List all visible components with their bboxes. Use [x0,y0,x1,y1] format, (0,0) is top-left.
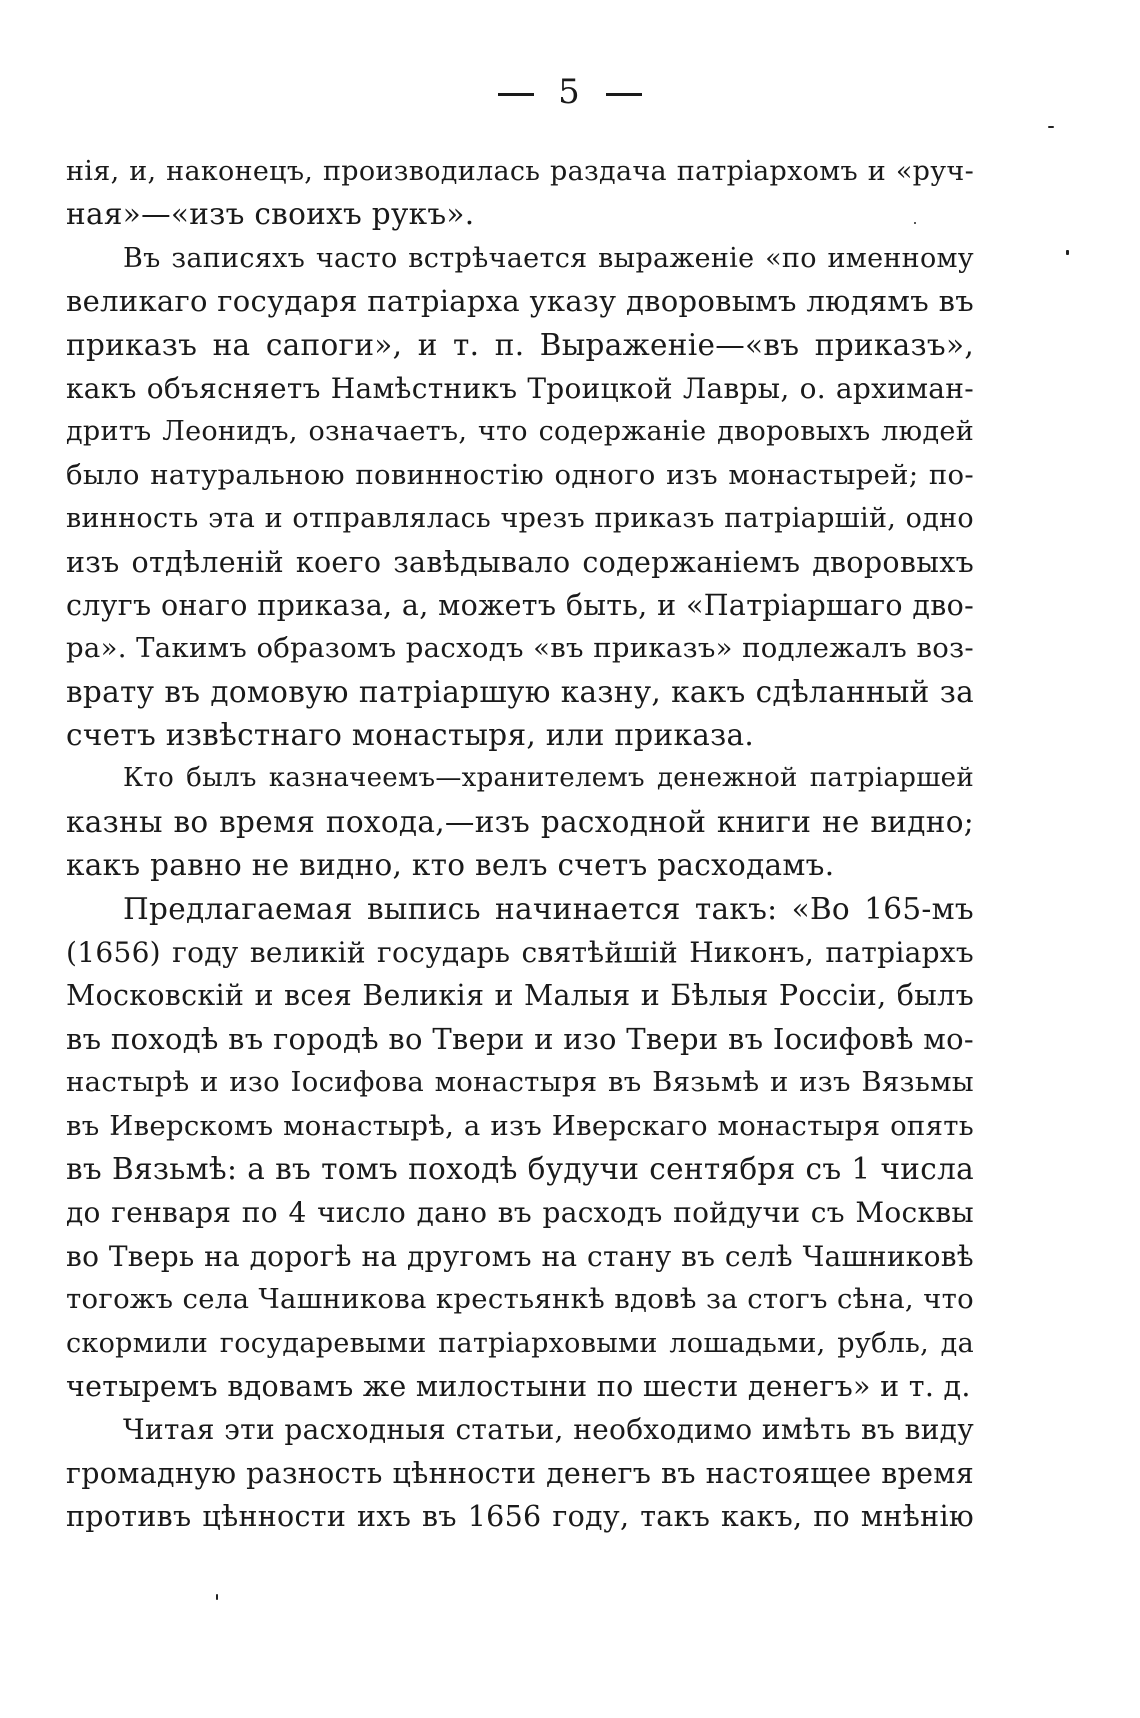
text-line: великаго государя патріарха указу дворовымъ людямъ въ [66,284,974,319]
text-line: счетъ извѣстнаго монастыря, или приказа. [66,718,755,753]
text-line: въ Вязьмѣ: а въ томъ походѣ будучи сентября съ 1 числа [66,1151,974,1186]
paragraph-3 [66,757,974,887]
text-line: слугъ онаго приказа, а, можетъ быть, и «Патріаршаго дво- [66,588,974,622]
text-line: Въ записяхъ часто встрѣчается выраженіе «по именному [123,242,974,274]
page-number-header [0,72,1140,112]
text-line: ра». Такимъ образомъ расходъ «въ приказъ» подлежалъ воз- [66,632,974,665]
text-line: Предлагаемая выпись начинается такъ: «Во 165-мъ [123,891,974,926]
text-line: ная»—«изъ своихъ рукъ». [66,197,475,232]
paragraph-2 [66,237,974,758]
paragraph-5 [66,1408,974,1538]
print-speck [914,222,916,224]
text-line: какъ равно не видно, кто велъ счетъ расходамъ. [66,848,835,883]
text-line: въ Иверскомъ монастырѣ, а изъ Иверскаго монастыря опять [66,1109,974,1142]
text-line: Московскій и всея Великія и Малыя и Бѣлыя Россіи, былъ [66,979,974,1013]
paragraph-4 [66,888,974,1409]
print-speck [1066,250,1069,255]
text-line: настырѣ и изо Іосифова монастыря въ Вязьмѣ и изъ Вязьмы [66,1066,974,1099]
text-line: нія, и, наконецъ, производилась раздача патріархомъ и «руч- [66,156,974,187]
body-text [66,150,974,1539]
text-line: врату въ домовую патріаршую казну, какъ сдѣланный за [66,674,974,709]
text-line: какъ объясняетъ Намѣстникъ Троицкой Лавры, о. архиман- [66,371,974,405]
text-line: (1656) году великій государь святѣйшій Никонъ, патріархъ [66,936,974,970]
text-line: казны во время похода,—изъ расходной книги не видно; [66,804,974,839]
left-dash [498,93,534,96]
text-line: противъ цѣнности ихъ въ 1656 году, такъ какъ, по мнѣнію [66,1500,974,1534]
print-speck [216,1594,218,1600]
text-line: скормили государевыми патріарховыми лошадьми, рубль, да [66,1327,974,1359]
text-line: громадную разность цѣнности денегъ въ настоящее время [66,1456,974,1490]
text-line: въ походѣ въ городѣ во Твери и изо Твери въ Іосифовѣ мо- [66,1021,974,1056]
right-dash [606,93,642,96]
print-speck [1048,126,1054,128]
text-line: дритъ Леонидъ, означаетъ, что содержаніе дворовыхъ людей [66,416,974,448]
text-line: четыремъ вдовамъ же милостыни по шести денегъ» и т. д. [66,1369,971,1403]
paragraph-1 [66,150,974,237]
text-line: изъ отдѣленій коего завѣдывало содержаніемъ дворовыхъ [66,545,974,579]
text-line: было натуральною повинностію одного изъ монастырей; по- [66,458,974,491]
text-line: Кто былъ казначеемъ—хранителемъ денежной патріаршей [123,763,974,794]
text-line: во Тверь на дорогѣ на другомъ на стану въ селѣ Чашниковѣ [66,1239,974,1273]
text-line: тогожъ села Чашникова крестьянкѣ вдовѣ за стогъ сѣна, что [66,1283,974,1316]
text-line: Читая эти расходныя статьи, необходимо имѣть въ виду [123,1413,974,1447]
text-line: приказъ на сапоги», и т. п. Выраженіе—«въ приказъ», [66,327,974,362]
page-number: 5 [558,72,582,112]
text-line: до генваря по 4 число дано въ расходъ пойдучи съ Москвы [66,1196,974,1230]
text-line: винность эта и отправлялась чрезъ приказъ патріаршій, одно [66,503,974,535]
